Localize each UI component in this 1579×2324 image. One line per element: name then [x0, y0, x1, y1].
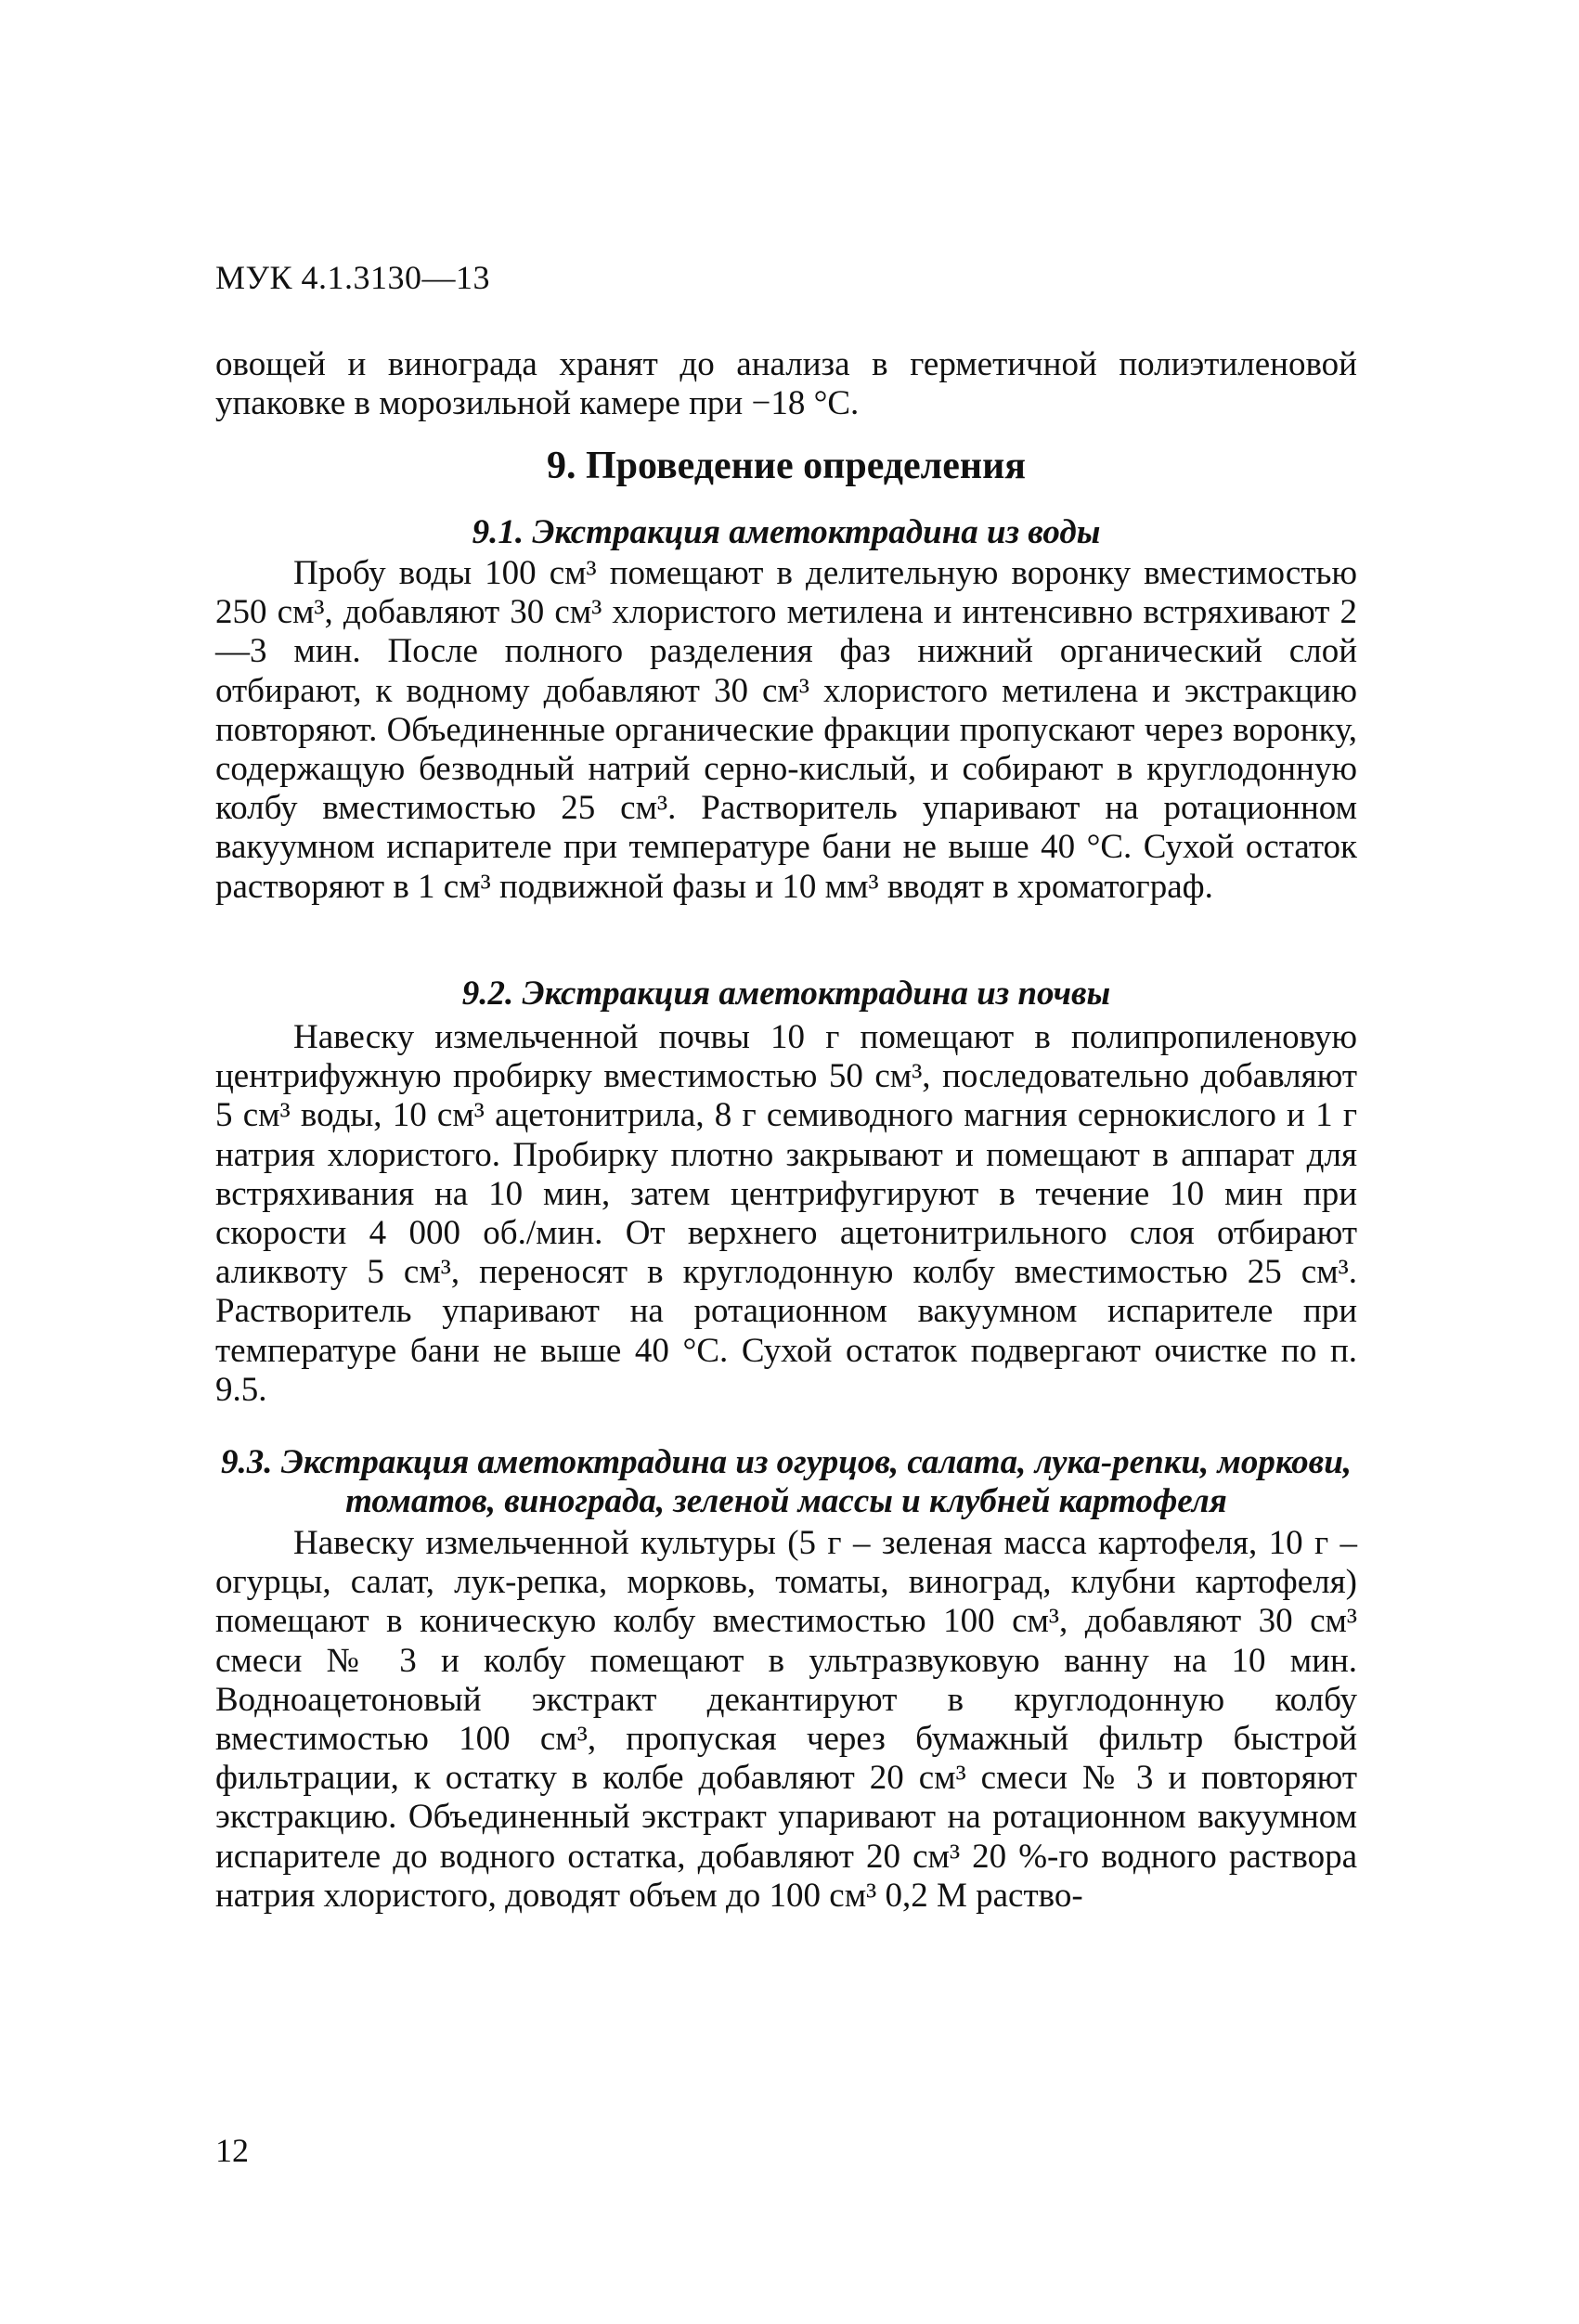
- section-title: 9. Проведение определения: [546, 445, 1027, 487]
- intro-paragraph: овощей и винограда хранят до анализа в герметичной полиэтиленовой упаковке в морозильной камере при −18 °С.: [215, 345, 1357, 423]
- document-code: МУК 4.1.3130—13: [215, 259, 491, 296]
- subsection-title: 9.3. Экстракция аметоктрадина из огурцов, салата, лука-репки, моркови, томатов, винограда, зеленой массы и клубней картофеля: [220, 1443, 1353, 1520]
- subsection-paragraph: Пробу воды 100 см³ помещают в делительную воронку вместимостью 250 см³, добавляют 30 см³ хлористого метилена и интенсивно встряхивают 2—3 мин. После полного разделения фаз нижний органический слой отбирают, к водному добавляют 30 см³ хлористого метилена и экстракцию повторяют. Объединенные органические фракции пропускают через воронку, содержащую безводный натрий серно-кислый, и собирают в круглодонную колбу вместимостью 25 см³. Растворитель упаривают на ротационном вакуумном испарителе при температуре бани не выше 40 °С. Сухой остаток растворяют в 1 см³ подвижной фазы и 10 мм³ вводят в хроматограф.: [215, 554, 1357, 906]
- subsection-9-3-heading-block: [215, 1443, 1357, 1521]
- subsection-title: 9.1. Экстракция аметоктрадина из воды: [472, 513, 1101, 551]
- subsection-title: 9.2. Экстракция аметоктрадина из почвы: [461, 975, 1111, 1013]
- page-number: 12: [215, 2132, 249, 2169]
- subsection-paragraph: Навеску измельченной культуры (5 г – зеленая масса картофеля, 10 г – огурцы, салат, лук-репка, морковь, томаты, виноград, клубни картофеля) помещают в коническую колбу вместимостью 100 см³, добавляют 30 см³ смеси № 3 и колбу помещают в ультразвуковую ванну на 10 мин. Водноацетоновый экстракт декантируют в круглодонную колбу вместимостью 100 см³, пропуская через бумажный фильтр быстрой фильтрации, к остатку в колбе добавляют 20 см³ смеси № 3 и повторяют экстракцию. Объединенный экстракт упаривают на ротационном вакуумном испарителе до водного остатка, добавляют 20 см³ 20 %-го водного раствора натрия хлористого, доводят объем до 100 см³ 0,2 М раство-: [215, 1524, 1357, 1915]
- subsection-9-2-heading-block: [215, 975, 1357, 1014]
- subsection-9-1-heading-block: [215, 513, 1357, 552]
- subsection-paragraph: Навеску измельченной почвы 10 г помещают в полипропиленовую центрифужную пробирку вместимостью 50 см³, последовательно добавляют 5 см³ воды, 10 см³ ацетонитрила, 8 г семиводного магния сернокислого и 1 г натрия хлористого. Пробирку плотно закрывают и помещают в аппарат для встряхивания на 10 мин, затем центрифугируют в течение 10 мин при скорости 4 000 об./мин. От верхнего ацетонитрильного слоя отбирают аликвоту 5 см³, переносят в круглодонную колбу вместимостью 25 см³. Растворитель упаривают на ротационном вакуумном испарителе при температуре бани не выше 40 °С. Сухой остаток подвергают очистке по п. 9.5.: [215, 1018, 1357, 1409]
